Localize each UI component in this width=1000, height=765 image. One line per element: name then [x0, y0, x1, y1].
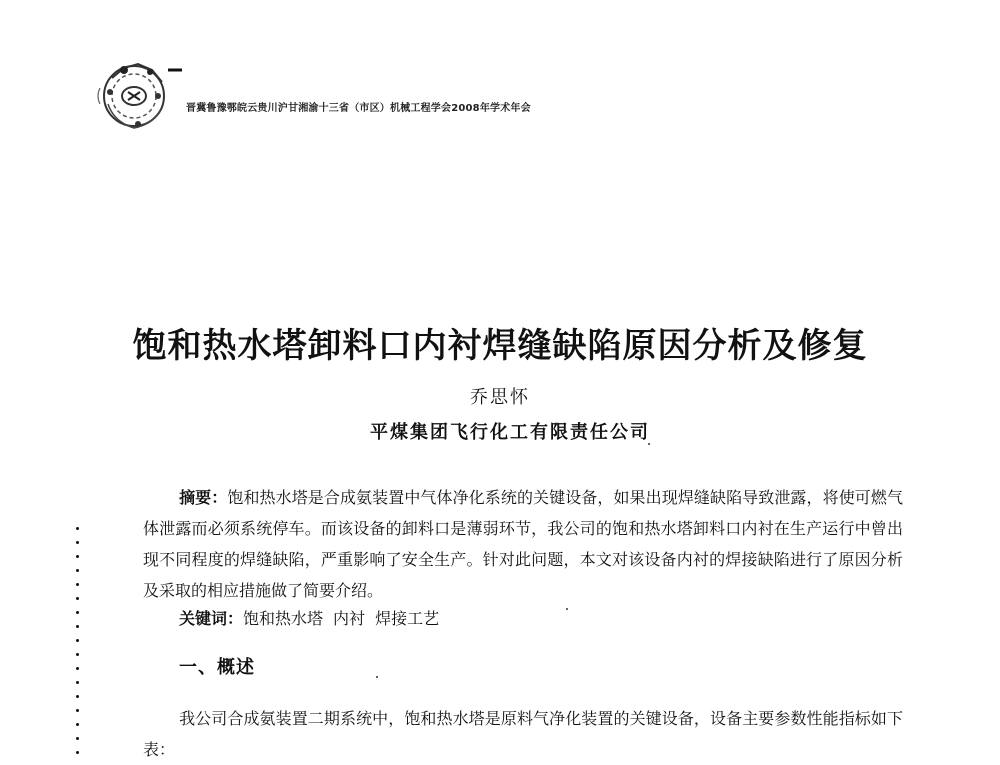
- conference-logo-icon: [92, 48, 184, 140]
- scan-margin-dots: [76, 527, 82, 757]
- keyword-item: 内衬: [333, 609, 366, 628]
- scan-speck: [566, 608, 568, 610]
- paper-title: 饱和热水塔卸料口内衬焊缝缺陷原因分析及修复: [132, 326, 868, 366]
- abstract: [143, 482, 903, 606]
- scan-speck: [648, 443, 650, 445]
- keywords-separator: ：: [227, 609, 244, 628]
- abstract-label: 摘要: [179, 488, 212, 507]
- keyword-item: 焊接工艺: [375, 609, 440, 628]
- paper-affiliation: 平煤集团飞行化工有限责任公司: [370, 422, 650, 443]
- scan-speck: [376, 676, 378, 678]
- keywords-label: 关键词: [179, 609, 228, 628]
- section-paragraph: [143, 703, 903, 765]
- section-heading-overview: 一、概述: [179, 657, 255, 678]
- section-paragraph-text: 我公司合成氨装置二期系统中，饱和热水塔是原料气净化装置的关键设备，设备主要参数性能指标如下表：: [143, 709, 903, 759]
- abstract-separator: ：: [211, 488, 228, 507]
- keyword-item: 饱和热水塔: [243, 609, 324, 628]
- paper-author: 乔思怀: [470, 387, 530, 408]
- conference-header: 晋冀鲁豫鄂皖云贵川沪甘湘渝十三省（市区）机械工程学会2008年学术年会: [186, 103, 531, 114]
- keywords: [179, 606, 449, 629]
- abstract-text: 饱和热水塔是合成氨装置中气体净化系统的关键设备，如果出现焊缝缺陷导致泄露，将使可燃气体泄露而必须系统停车。而该设备的卸料口是薄弱环节，我公司的饱和热水塔卸料口内衬在生产运行中曾出现不同程度的焊缝缺陷，严重影响了安全生产。针对此问题，本文对该设备内衬的焊接缺陷进行了原因分析及采取的相应措施做了简要介绍。: [143, 488, 903, 600]
